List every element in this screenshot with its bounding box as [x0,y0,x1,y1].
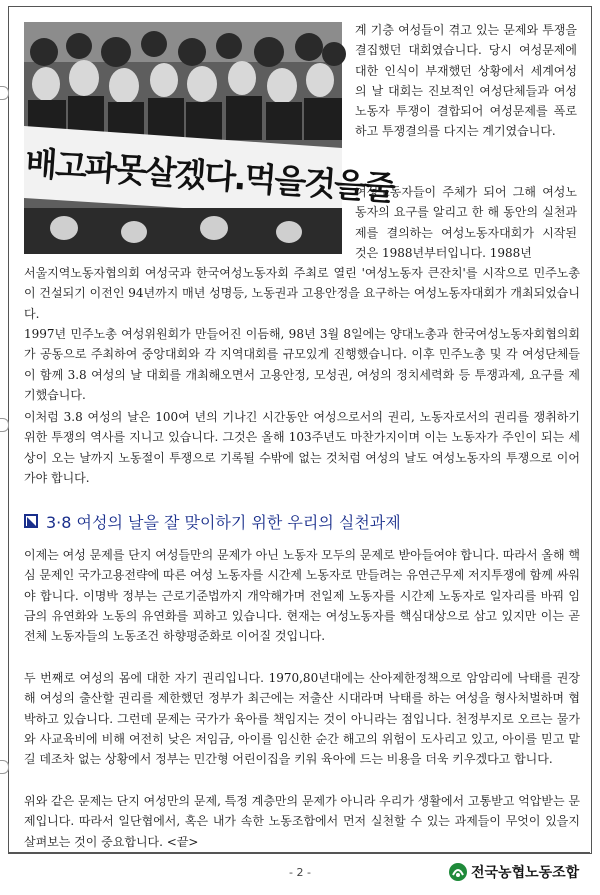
section-paragraph: 위와 같은 문제는 단지 여성만의 문제, 특정 계층만의 문제가 아니라 우리가 생활에서 고통받고 억압받는 문제입니다. 따라서 일단협에서, 혹은 내가 속한 노동조합에서 먼저 실천할 수 있는 과제들이 무엇이 있을지 살펴보는 것이 중요합니다. <끝> [24,794,580,849]
section-paragraph: 두 번째로 여성의 몸에 대한 자기 권리입니다. 1970,80년대에는 산아제한정책으로 암암리에 낙태를 권장해 여성의 출산할 권리를 제한했던 정부가 최근에는 저출산 시대라며 낙태를 하는 여성을 형사처벌하며 협박하고 있습니다. 그런데 문제는 국가가 육아를 책임지는 것이 아니라는 점입니다. 천정부지로 오르는 물가와 사교육비에 비해 여전히 낮은 저임금, 아이를 임신한 순간 해고의 위험이 도사리고 있고, 아이를 믿고 맡길 데조차 없는 상황에서 정부는 민간형 어린이집을 키워 육아에 드는 비용을 더욱 키우겠다고 합니다. [24,671,580,767]
section-heading [24,509,564,533]
org-emblem-icon [448,862,468,882]
footer-rule [8,852,590,853]
heading-square-icon [24,514,38,528]
section-paragraph: 이제는 여성 문제를 단지 여성들만의 문제가 아닌 노동자 모두의 문제로 받아들여야 합니다. 따라서 올해 핵심 문제인 국가고용전략에 따른 여성 노동자를 시간제 노동자로 만들려는 유연근무제 저지투쟁에 함께 싸워야 합니다. 이명박 정부는 근로기준법까지 개악해가며 전일제 노동자를 시간제 노동자로 일자리를 바꿔 임금의 유연화와 노동의 유연화를 꾀하고 있습니다. 현재는 여성노동자를 핵심대상으로 삼고 있지만 이는 곧 전체 노동자들의 노동조건 하향평준화로 이어질 것입니다. [24,548,580,644]
section-heading-text: 3·8 여성의 날을 잘 맞이하기 위한 우리의 실천과제 [46,512,401,532]
page-number: - 2 - [289,866,311,879]
right-column-para-1: 계 기층 여성들이 겪고 있는 문제와 투쟁을 결집했던 대회였습니다. 당시 여성문제에 대한 인식이 부재했던 상황에서 세계여성의 날 대회는 진보적인 여성단체들과 여성노동자 투쟁이 결합되어 여성문제를 폭로하고 투쟁결의를 다지는 계기였습니다. [355,23,577,139]
org-logo [448,858,579,886]
body-paragraph: 이처럼 3.8 여성의 날은 100여 년의 기나긴 시간동안 여성으로서의 권리, 노동자로서의 권리를 쟁취하기 위한 투쟁의 역사를 지니고 있습니다. 그것은 올해 103주년도 마찬가지이며 이는 노동자가 주인이 되는 세상이 오는 날까지 노동절이 투쟁으로 기록될 수밖에 없는 것처럼 여성의 날도 여성노동자의 투쟁으로 이어가야 합니다. [24,410,580,485]
org-name: 전국농협노동조합 [471,865,580,881]
protest-photo [24,22,395,254]
right-column-para-2: 여성노동자들이 주체가 되어 그해 여성노동자의 요구를 알리고 한 해 동안의 실천과제를 결의하는 여성노동자대회가 시작된 것은 1988년부터입니다. 1988년 [355,185,577,260]
body-paragraph: 1997년 민주노총 여성위원회가 만들어진 이듬해, 98년 3월 8일에는 양대노총과 한국여성노동자회협의회가 공동으로 주최하여 중앙대회와 각 지역대회를 규모있게 진행했습니다. 이후 민주노총 및 각 여성단체들이 함께 3.8 여성의 날 대회를 개최해오면서 고용안정, 모성권, 여성의 정치세력화 등 투쟁과제, 요구를 제기했습니다. [24,327,580,402]
banner-text: 배고파못살겠다.먹을것을줄 [24,143,395,208]
body-paragraph: 서울지역노동자협의회 여성국과 한국여성노동자회 주최로 열린 '여성노동자 큰잔치'를 시작으로 민주노총이 건설되기 이전인 94년까지 매년 성명등, 노동권과 고용안정을 요구하는 여성노동자대회가 개최되었습니다. [24,266,580,321]
